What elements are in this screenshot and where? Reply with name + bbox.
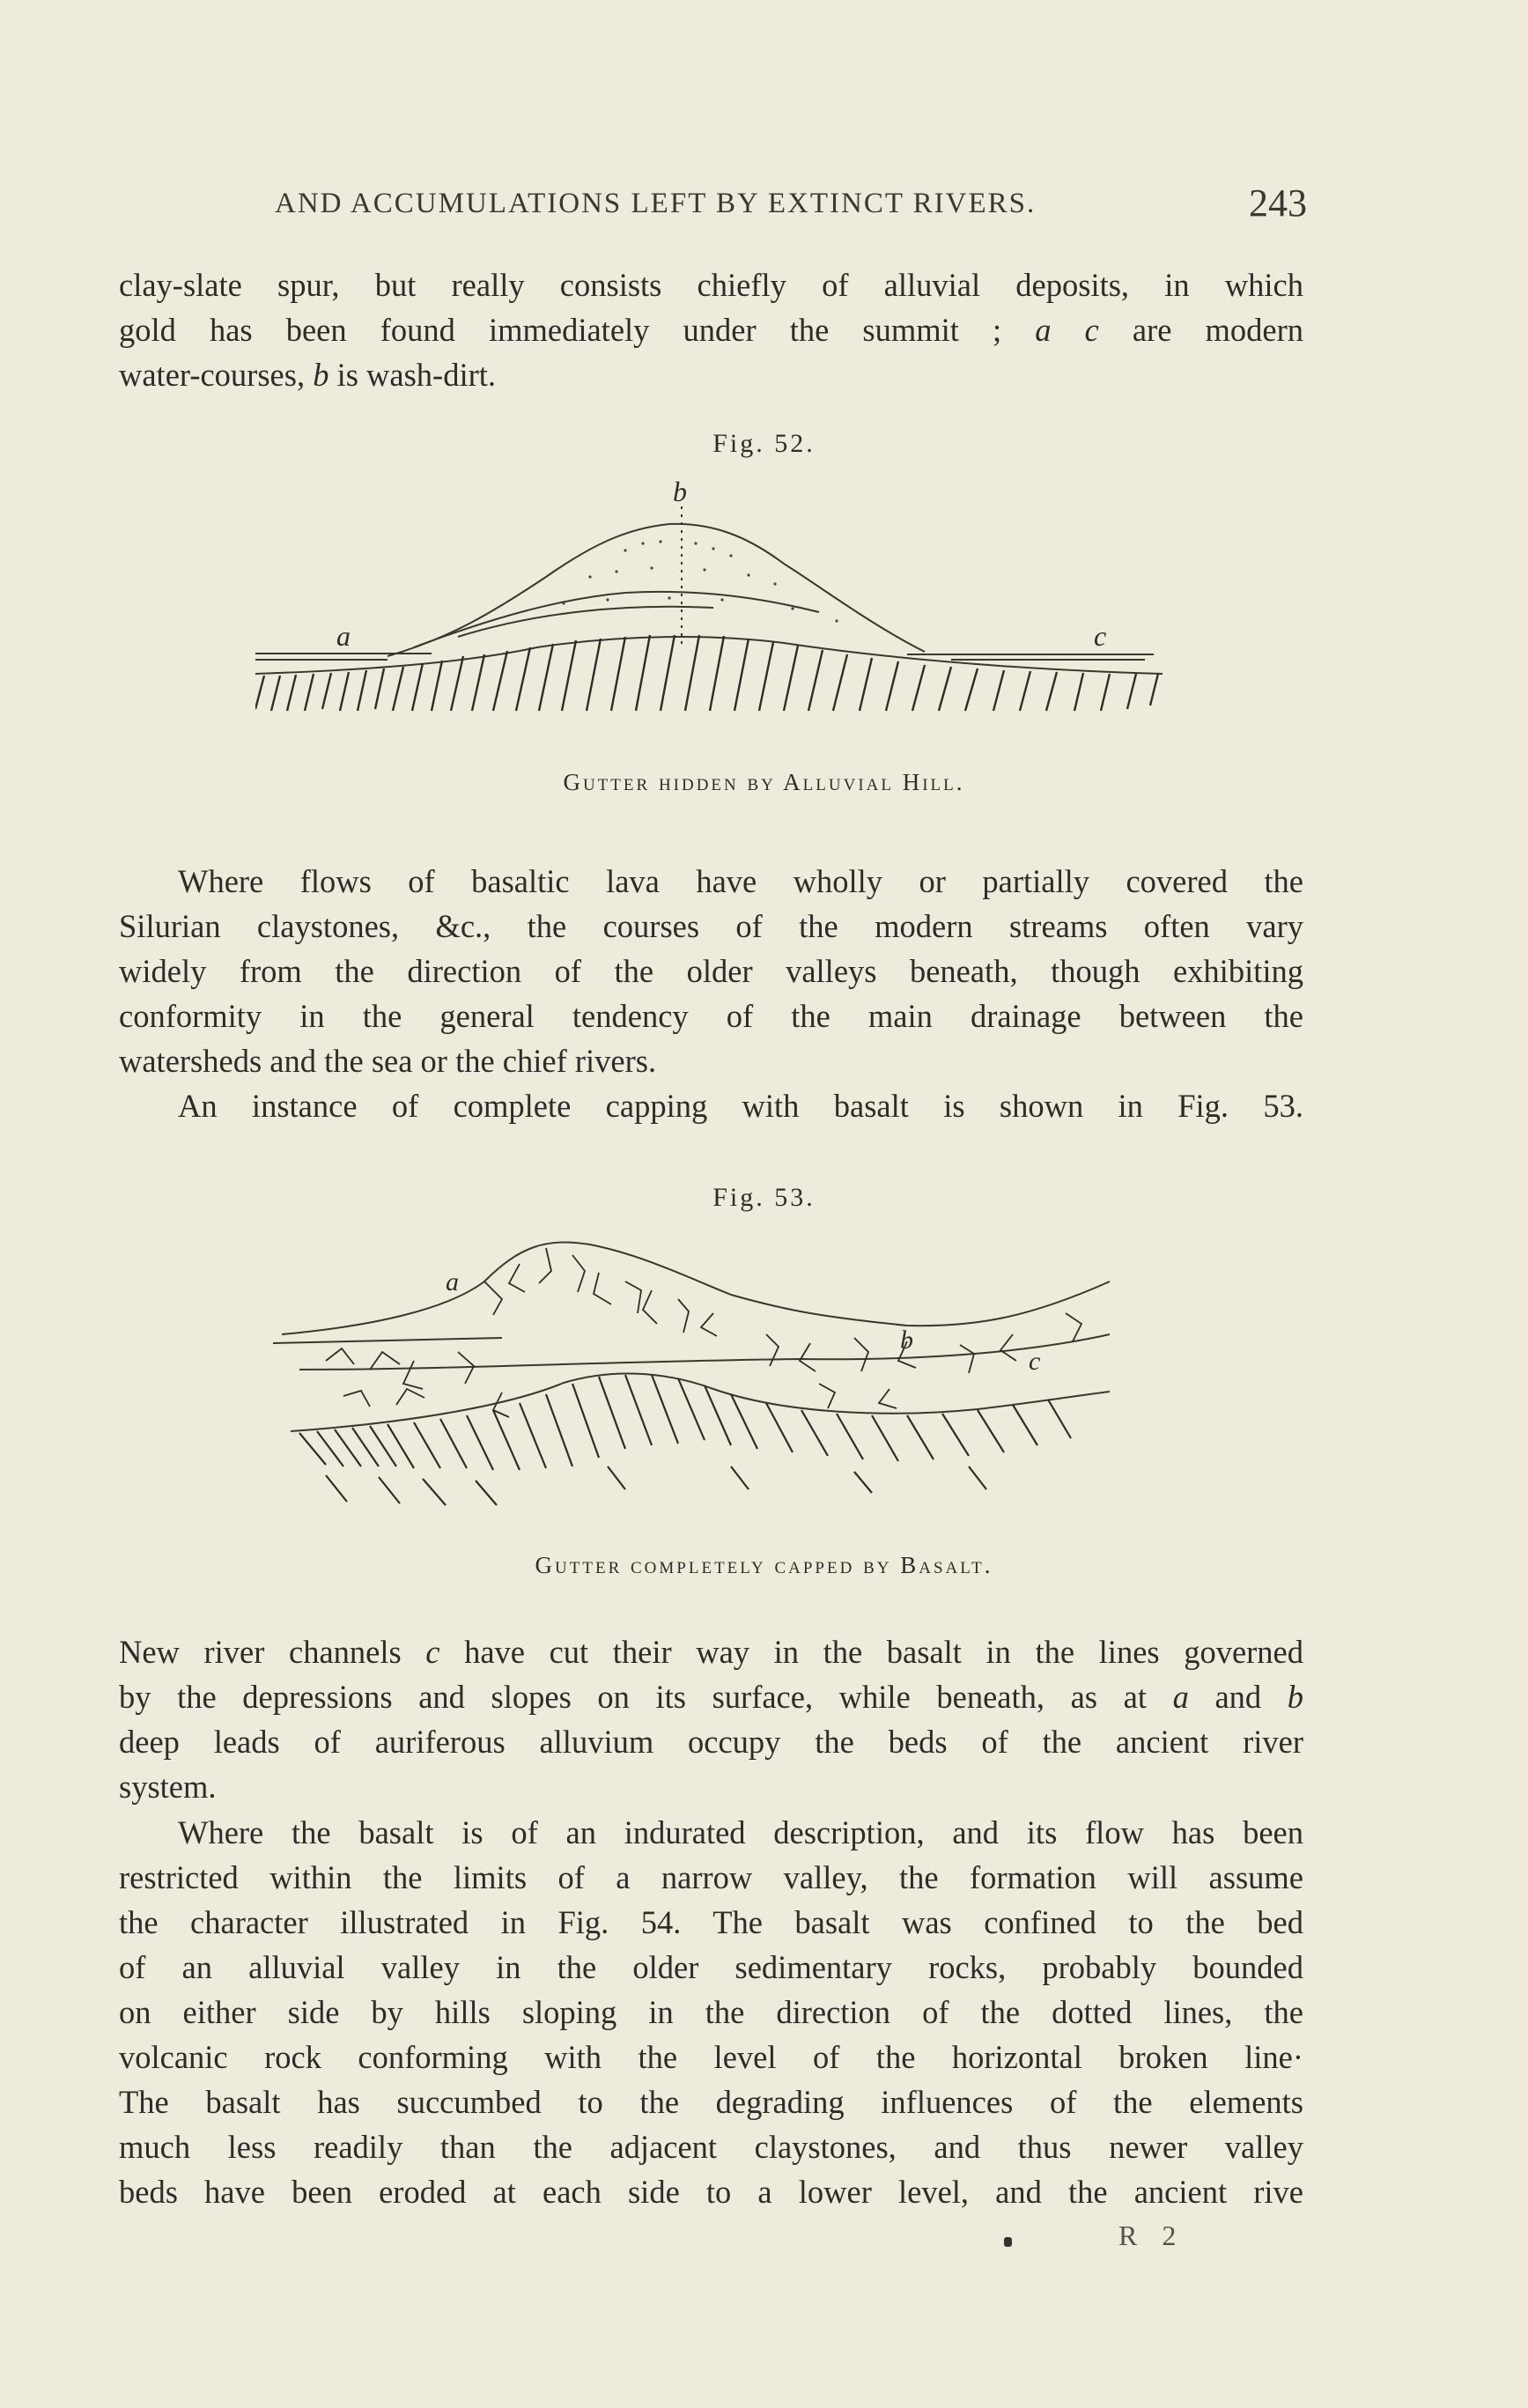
text-line: the character illustrated in Fig. 54. The basalt was confined to the bed [119, 1904, 1303, 1940]
text-line: restricted within the limits of a narrow valley, the formation will assume [119, 1859, 1303, 1895]
text-line: Where the basalt is of an indurated description, and its flow has been [178, 1814, 1303, 1850]
text-line: Silurian claystones, &c., the courses of the modern streams often vary [119, 908, 1303, 944]
figure-52-illustration [255, 480, 1180, 744]
text-line: Where flows of basaltic lava have wholly or partially covered the [178, 863, 1303, 899]
text-line: by the depressions and slopes on its surface, while beneath, as at a and b [119, 1679, 1303, 1715]
text-line: An instance of complete capping with basalt is shown in Fig. 53. [178, 1088, 1303, 1124]
figure-53-mark-a: a [446, 1267, 459, 1296]
figure-52-mark-a: a [336, 620, 351, 652]
page-number: 243 [1249, 181, 1307, 225]
paragraph-1 [119, 262, 1303, 397]
text-line: clay-slate spur, but really consists chiefly of alluvial deposits, in which [119, 267, 1303, 303]
figure-52-mark-c: c [1094, 620, 1107, 652]
text-line: gold has been found immediately under the summit ; a c are modern [119, 312, 1304, 348]
text-line: of an alluvial valley in the older sedimentary rocks, probably bounded [119, 1949, 1303, 1985]
signature-mark: R 2 [1118, 2220, 1185, 2251]
figure-53-label: Fig. 53. [712, 1183, 816, 1212]
text-line: watersheds and the sea or the chief rivers. [119, 1043, 657, 1079]
text-line: conformity in the general tendency of the main drainage between the [119, 998, 1303, 1034]
text-line: volcanic rock conforming with the level of the horizontal broken line· [119, 2039, 1303, 2075]
text-line: system. [119, 1769, 217, 1805]
figure-52-mark-b: b [673, 480, 687, 507]
figure-53-mark-c: c [1029, 1347, 1041, 1376]
paragraph-3 [119, 1083, 1303, 1128]
text-line: The basalt has succumbed to the degrading influences of the elements [119, 2084, 1303, 2120]
figure-53-illustration [273, 1229, 1154, 1528]
text-line: on either side by hills sloping in the direction of the dotted lines, the [119, 1994, 1303, 2030]
paragraph-2 [119, 859, 1303, 1083]
text-line: widely from the direction of the older valleys beneath, though exhibiting [119, 953, 1303, 989]
text-line: deep leads of auriferous alluvium occupy the beds of the ancient river [119, 1724, 1303, 1760]
figure-52-caption: Gutter hidden by Alluvial Hill. [563, 769, 965, 795]
figure-53-caption: Gutter completely capped by Basalt. [535, 1552, 993, 1578]
text-line: beds have been eroded at each side to a lower level, and the ancient rive [119, 2174, 1303, 2210]
running-title: AND ACCUMULATIONS LEFT BY EXTINCT RIVERS. [275, 188, 1037, 219]
paragraph-4 [119, 1629, 1303, 1809]
figure-52-label: Fig. 52. [712, 429, 816, 458]
ink-dot [1004, 2237, 1012, 2247]
paragraph-5 [119, 1810, 1303, 2214]
figure-53-mark-b: b [900, 1326, 913, 1355]
text-line: New river channels c have cut their way in the basalt in the lines governed [119, 1634, 1303, 1670]
text-line: water-courses, b is wash-dirt. [119, 357, 497, 393]
text-line: much less readily than the adjacent claystones, and thus newer valley [119, 2129, 1303, 2165]
